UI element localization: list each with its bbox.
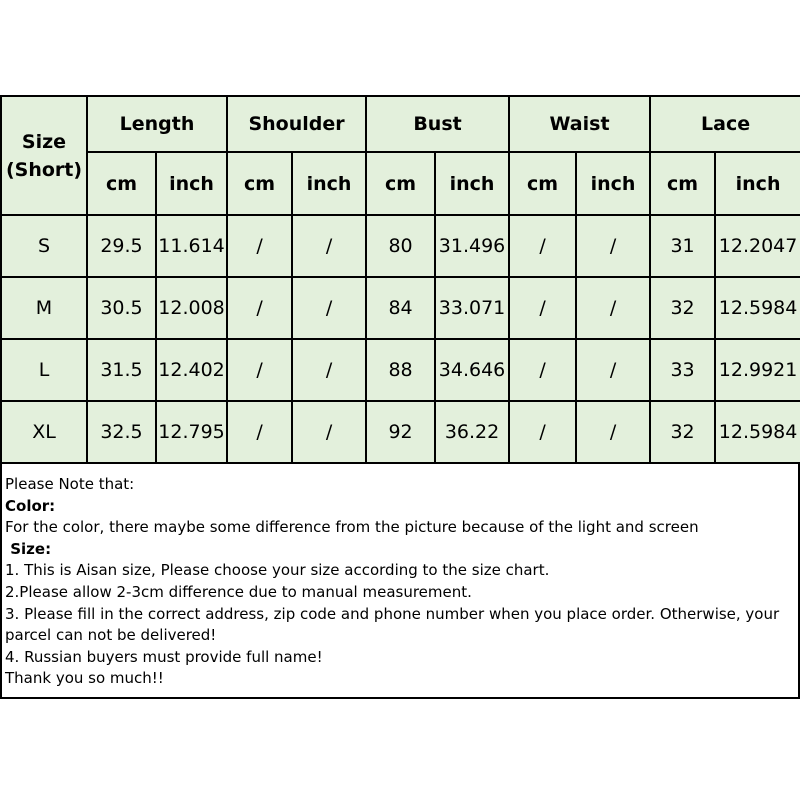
table-cell: 12.402 [156,339,227,401]
note-item: 4. Russian buyers must provide full name! [5,647,323,666]
notes-intro: Please Note that: [5,475,135,493]
color-note: For the color, there maybe some difference from the picture because of the light and screen [5,518,699,537]
color-heading: Color: [5,496,56,515]
table-cell: 31.5 [87,339,156,401]
unit-header: inch [435,152,509,215]
note-item: 3. Please fill in the correct address, zip code and phone number when you place order. Otherwise, your parcel can not be delivered! [5,604,784,645]
table-cell: / [227,401,292,463]
table-cell: 30.5 [87,277,156,339]
table-cell: / [576,277,650,339]
unit-header: inch [576,152,650,215]
unit-header: cm [509,152,576,215]
table-cell: 32 [650,401,715,463]
size-heading: Size: [5,539,52,558]
size-column-header [1,96,87,215]
group-header-lace: Lace [650,96,800,152]
table-cell: 12.5984 [715,277,800,339]
table-cell: 84 [366,277,435,339]
table-cell: 12.2047 [715,215,800,277]
table-cell: / [227,277,292,339]
closing-note: Thank you so much!! [5,669,164,688]
notes-box [0,464,800,699]
unit-header: cm [227,152,292,215]
table-cell: 12.9921 [715,339,800,401]
table-cell: 12.008 [156,277,227,339]
size-cell: XL [1,401,87,463]
table-cell: / [509,277,576,339]
unit-header: inch [156,152,227,215]
note-item: 2.Please allow 2-3cm difference due to manual measurement. [5,582,472,601]
table-cell: / [576,339,650,401]
size-chart [0,95,800,699]
size-cell: L [1,339,87,401]
table-cell: 80 [366,215,435,277]
table-cell: / [509,215,576,277]
header-row-groups [1,96,800,152]
unit-header: cm [650,152,715,215]
table-cell: 31.496 [435,215,509,277]
table-cell: 36.22 [435,401,509,463]
unit-header: cm [366,152,435,215]
table-cell: / [292,401,366,463]
group-header-waist: Waist [509,96,650,152]
table-cell: 12.795 [156,401,227,463]
size-table [0,95,800,464]
group-header-bust: Bust [366,96,509,152]
unit-header: cm [87,152,156,215]
table-row [1,277,800,339]
unit-header: inch [715,152,800,215]
table-cell: / [292,277,366,339]
table-cell: 32 [650,277,715,339]
table-cell: 29.5 [87,215,156,277]
group-header-length: Length [87,96,227,152]
header-row-units [1,152,800,215]
table-cell: / [227,339,292,401]
table-cell: 92 [366,401,435,463]
table-cell: 12.5984 [715,401,800,463]
table-cell: / [292,339,366,401]
table-row [1,215,800,277]
table-cell: 88 [366,339,435,401]
table-cell: / [576,401,650,463]
table-cell: 11.614 [156,215,227,277]
table-cell: / [509,401,576,463]
unit-header: inch [292,152,366,215]
table-cell: / [576,215,650,277]
table-cell: / [227,215,292,277]
table-cell: 32.5 [87,401,156,463]
size-cell: S [1,215,87,277]
note-item: 1. This is Aisan size, Please choose your size according to the size chart. [5,561,550,580]
table-row [1,339,800,401]
table-cell: 33.071 [435,277,509,339]
table-cell: 33 [650,339,715,401]
table-cell: / [509,339,576,401]
table-cell: 34.646 [435,339,509,401]
size-header-label: Size (Short) [5,130,83,181]
size-cell: M [1,277,87,339]
table-row [1,401,800,463]
group-header-shoulder: Shoulder [227,96,366,152]
table-cell: 31 [650,215,715,277]
table-cell: / [292,215,366,277]
